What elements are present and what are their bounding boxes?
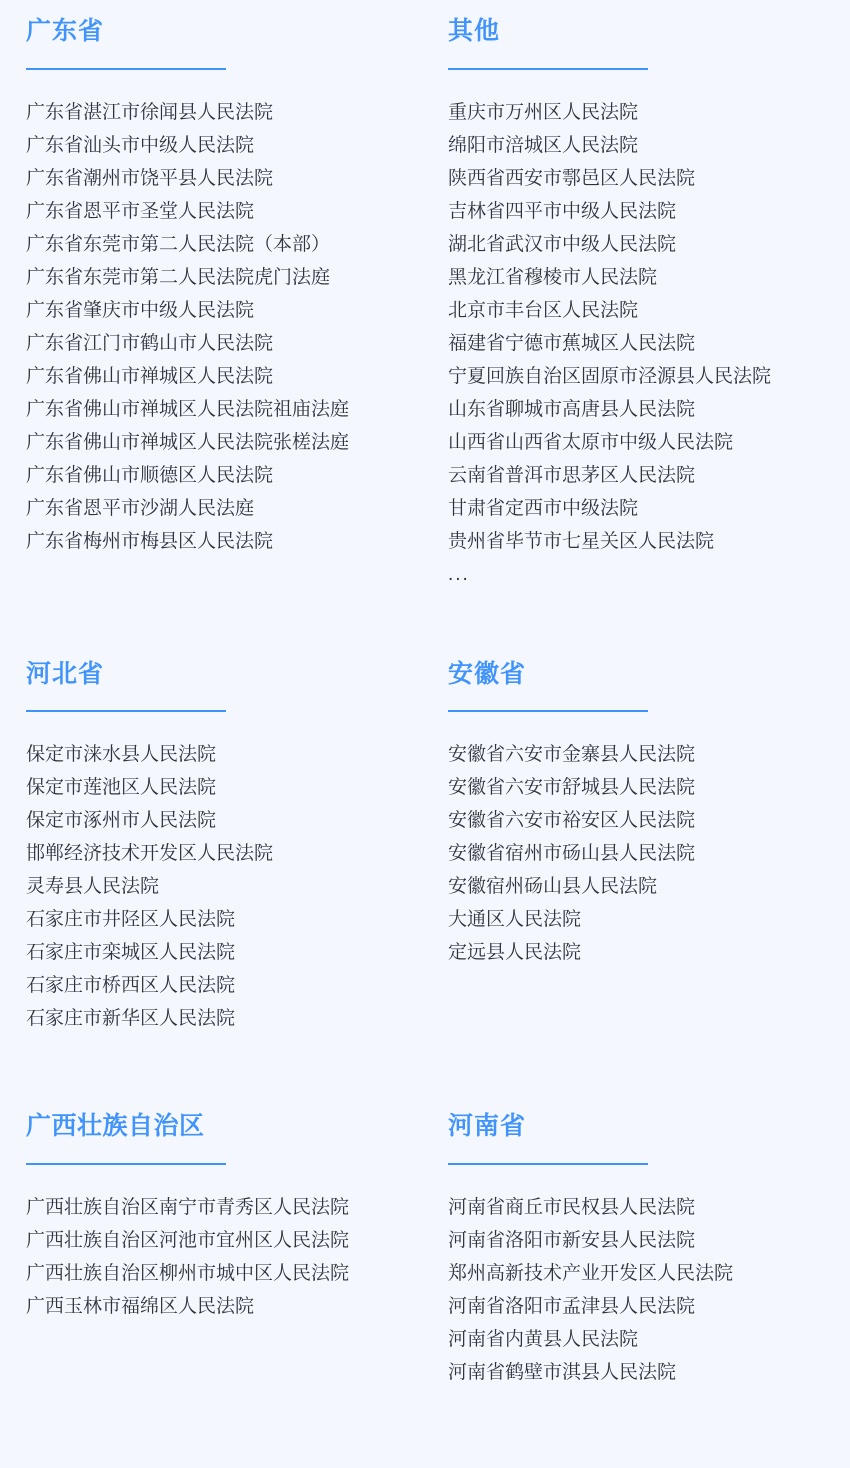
list-item: 广东省恩平市圣堂人民法院 (26, 200, 255, 222)
section-title: 广东省 (26, 17, 105, 45)
list-item: 广东省佛山市禅城区人民法院张槎法庭 (26, 431, 350, 453)
list-item: 山东省聊城市高唐县人民法院 (448, 398, 696, 420)
list-item: 陕西省西安市鄠邑区人民法院 (448, 167, 696, 189)
list-item: 广东省东莞市第二人民法院（本部） (26, 233, 331, 255)
list-item: 保定市涿州市人民法院 (26, 810, 217, 831)
list-item: 广东省恩平市沙湖人民法庭 (26, 497, 255, 519)
province-section (430, 18, 850, 591)
list-item: 郑州高新技术产业开发区人民法院 (448, 1262, 734, 1284)
list-item: 河南省洛阳市孟津县人民法院 (448, 1295, 696, 1317)
list-item: 河南省鹤壁市淇县人民法院 (448, 1361, 677, 1383)
list-item: 广东省东莞市第二人民法院虎门法庭 (26, 266, 331, 288)
province-section (0, 18, 430, 591)
list-item: 河南省商丘市民权县人民法院 (448, 1196, 696, 1218)
list-item: 邯郸经济技术开发区人民法院 (26, 843, 274, 864)
list-item: 灵寿县人民法院 (26, 876, 160, 897)
list-item: 广东省佛山市禅城区人民法院祖庙法庭 (26, 398, 350, 420)
list-item: 重庆市万州区人民法院 (448, 101, 639, 123)
list-item: 广东省江门市鹤山市人民法院 (26, 332, 274, 354)
province-section (430, 1113, 850, 1389)
list-item: 安徽省六安市裕安区人民法院 (448, 810, 696, 831)
section-title: 安徽省 (448, 659, 527, 688)
list-item: 广东省汕头市中级人民法院 (26, 134, 255, 156)
list-item: 云南省普洱市思茅区人民法院 (448, 464, 696, 486)
list-item: 石家庄市栾城区人民法院 (26, 942, 236, 963)
list-item: 北京市丰台区人民法院 (448, 299, 639, 321)
list-item: 定远县人民法院 (448, 942, 582, 963)
list-item: ... (448, 563, 470, 585)
list-item: 广东省湛江市徐闻县人民法院 (26, 101, 274, 123)
list-item: 保定市莲池区人民法院 (26, 777, 217, 798)
list-item: 石家庄市新华区人民法院 (26, 1008, 236, 1029)
court-list (20, 712, 420, 1035)
list-item: 黑龙江省穆棱市人民法院 (448, 266, 658, 288)
list-item: 河南省洛阳市新安县人民法院 (448, 1229, 696, 1251)
list-item: 山西省山西省太原市中级人民法院 (448, 431, 734, 453)
section-title: 广西壮族自治区 (26, 1112, 205, 1140)
list-item: 绵阳市涪城区人民法院 (448, 134, 639, 156)
list-item: 保定市涞水县人民法院 (26, 744, 217, 765)
list-item: 贵州省毕节市七星关区人民法院 (448, 530, 715, 552)
province-section (0, 1113, 430, 1389)
section-title: 其他 (448, 17, 501, 45)
list-item: 甘肃省定西市中级法院 (448, 497, 639, 519)
list-item: 广西壮族自治区河池市宜州区人民法院 (26, 1229, 350, 1251)
court-list (20, 1165, 420, 1323)
list-item: 广西玉林市福绵区人民法院 (26, 1295, 255, 1317)
list-item: 宁夏回族自治区固原市泾源县人民法院 (448, 365, 772, 387)
province-section (430, 661, 850, 1036)
list-item: 石家庄市桥西区人民法院 (26, 975, 236, 996)
court-list (442, 712, 836, 969)
court-list (442, 1165, 836, 1389)
list-item: 广西壮族自治区南宁市青秀区人民法院 (26, 1196, 350, 1218)
court-list (20, 70, 420, 558)
court-list (442, 70, 836, 591)
list-item: 石家庄市井陉区人民法院 (26, 909, 236, 930)
list-item: 湖北省武汉市中级人民法院 (448, 233, 677, 255)
list-item: 广东省佛山市顺德区人民法院 (26, 464, 274, 486)
list-item: 广西壮族自治区柳州市城中区人民法院 (26, 1262, 350, 1284)
list-item: 安徽宿州砀山县人民法院 (448, 876, 658, 897)
list-item: 安徽省宿州市砀山县人民法院 (448, 843, 696, 864)
province-section (0, 661, 430, 1036)
list-item: 广东省佛山市禅城区人民法院 (26, 365, 274, 387)
section-title: 河北省 (26, 659, 105, 688)
list-item: 安徽省六安市舒城县人民法院 (448, 777, 696, 798)
list-item: 大通区人民法院 (448, 909, 582, 930)
list-item: 福建省宁德市蕉城区人民法院 (448, 332, 696, 354)
list-item: 广东省潮州市饶平县人民法院 (26, 167, 274, 189)
list-item: 广东省肇庆市中级人民法院 (26, 299, 255, 321)
list-item: 河南省内黄县人民法院 (448, 1328, 639, 1350)
list-item: 广东省梅州市梅县区人民法院 (26, 530, 274, 552)
list-item: 安徽省六安市金寨县人民法院 (448, 744, 696, 765)
section-title: 河南省 (448, 1112, 527, 1140)
list-item: 吉林省四平市中级人民法院 (448, 200, 677, 222)
